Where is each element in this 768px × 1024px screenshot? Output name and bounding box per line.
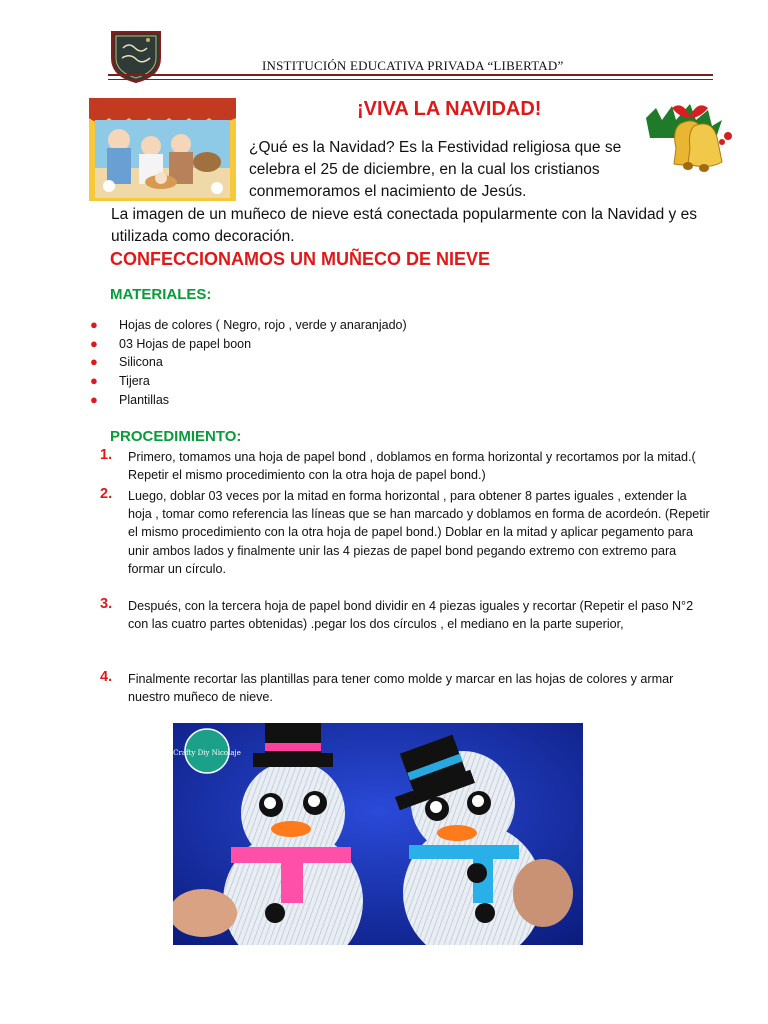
snowman-paragraph: La imagen de un muñeco de nieve está conectada popularmente con la Navidad y es utilizada como decoración.: [111, 206, 697, 245]
bullet-icon: ●: [90, 391, 98, 407]
bullet-icon: ●: [90, 354, 98, 370]
step-number: 3.: [100, 596, 113, 612]
bullet-icon: ●: [90, 317, 98, 332]
procedure-heading: PROCEDIMIENTO:: [110, 428, 242, 445]
step-number: 1.: [100, 447, 113, 463]
step-text: Primero, tomamos una hoja de papel bond , doblamos en forma horizontal y recortamos por la mitad.( Repetir el mismo procedimiento con la otra hoja de papel bond.): [128, 450, 696, 483]
materials-heading: MATERIALES:: [110, 286, 212, 303]
christmas-bells-illustration: [642, 96, 738, 182]
header-rule: [108, 74, 713, 76]
snowman-craft-photo: [173, 723, 583, 945]
photo-watermark: Crafty Diy Nicolaje: [173, 749, 241, 757]
institution-name: INSTITUCIÓN EDUCATIVA PRIVADA “LIBERTAD”: [262, 58, 564, 73]
section-title: CONFECCIONAMOS UN MUÑECO DE NIEVE: [110, 249, 491, 269]
step-number: 2.: [100, 486, 113, 502]
intro-paragraph: ¿Qué es la Navidad? Es la Festividad religiosa que se celebra el 25 de diciembre, en la cual los cristianos conmemoramos el nacimiento de Jesús.: [249, 139, 622, 200]
header-rule-thin: [108, 79, 713, 80]
page-title: ¡VIVA LA NAVIDAD!: [357, 98, 542, 120]
step-text: Finalmente recortar las plantillas para tener como molde y marcar en las hojas de colores y armar nuestro muñeco de nieve.: [128, 672, 674, 705]
step-number: 4.: [100, 669, 113, 685]
nativity-illustration: [89, 98, 236, 201]
bullet-icon: ●: [90, 335, 98, 351]
step-text: Después, con la tercera hoja de papel bond dividir en 4 piezas iguales y recortar (Repetir el paso N°2 con las cuatro partes obtenidas) .pegar los dos círculos , el mediano en la parte superior,: [128, 599, 694, 632]
bullet-icon: ●: [90, 373, 98, 389]
step-text: Luego, doblar 03 veces por la mitad en forma horizontal , para obtener 8 partes iguales , extender la hoja , tomar como referencia las líneas que se han marcado y doblamos en forma de acordeón. (Repetir el mismo procedimiento con la otra hoja de papel bond.) Doblar en la mitad y aplicar pegamento para unir ambos lados y finalmente unir las 4 piezas de papel bond pegando extremo con extremo para formar un círculo.: [128, 489, 710, 576]
